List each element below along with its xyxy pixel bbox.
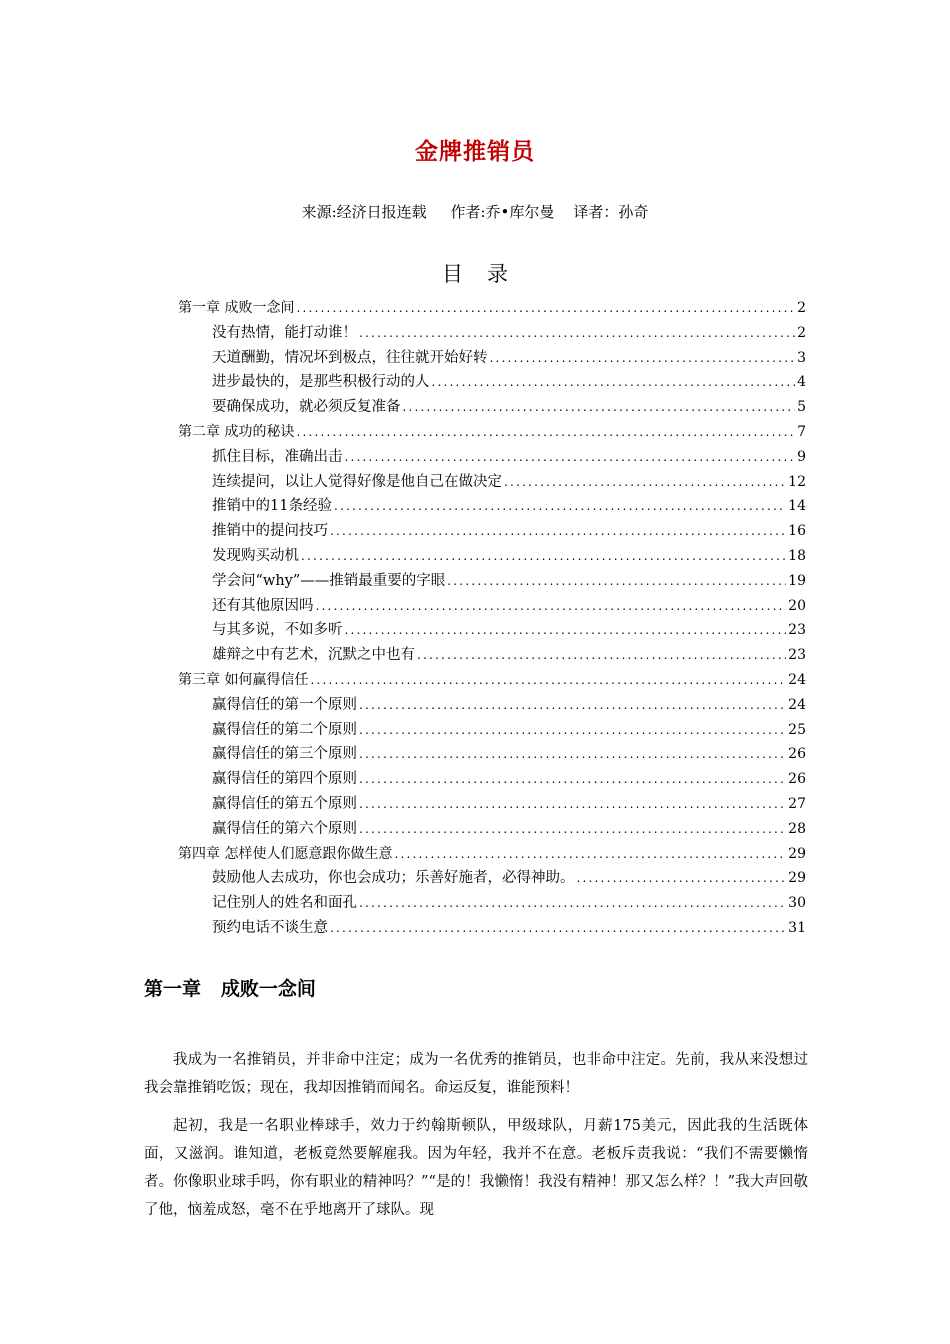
- toc-entry-title: 发现购买动机: [212, 547, 299, 564]
- toc-page-number: 24: [788, 696, 806, 713]
- toc-dot-leader: [577, 866, 787, 891]
- toc-page-number: 9: [797, 448, 806, 465]
- toc-entry-title: 赢得信任的第五个原则: [212, 795, 357, 812]
- toc-page-number: 24: [788, 671, 806, 688]
- toc-dot-leader: [359, 718, 786, 743]
- toc-page-number: 25: [788, 721, 806, 738]
- toc-chapter-entry[interactable]: [178, 296, 806, 321]
- toc-dot-leader: [296, 296, 795, 321]
- toc-section-entry[interactable]: [178, 346, 806, 371]
- toc-section-entry[interactable]: [178, 817, 806, 842]
- chapter-heading: 第一章 成败一念间: [144, 978, 316, 1000]
- toc-dot-leader: [345, 445, 796, 470]
- toc-dot-leader: [432, 370, 796, 395]
- toc-dot-leader: [359, 891, 786, 916]
- toc-entry-title: 第一章 成败一念间: [178, 300, 295, 316]
- toc-section-entry[interactable]: [178, 618, 806, 643]
- toc-dot-leader: [359, 792, 786, 817]
- toc-page-number: 31: [788, 919, 806, 936]
- toc-page-number: 23: [788, 647, 806, 664]
- toc-page-number: 29: [788, 870, 806, 887]
- toc-page-number: 23: [788, 622, 806, 639]
- toc-entry-title: 抓住目标，准确出击: [212, 448, 343, 465]
- toc-entry-title: 与其多说，不如多听: [212, 622, 343, 639]
- toc-dot-leader: [330, 519, 786, 544]
- toc-entry-title: 进步最快的，是那些积极行动的人: [212, 374, 430, 391]
- toc-dot-leader: [359, 693, 786, 718]
- toc-heading: 目录: [442, 262, 532, 286]
- toc-chapter-entry[interactable]: [178, 842, 806, 867]
- toc-section-entry[interactable]: [178, 370, 806, 395]
- toc-section-entry[interactable]: [178, 519, 806, 544]
- toc-page-number: 28: [788, 820, 806, 837]
- toc-section-entry[interactable]: [178, 494, 806, 519]
- toc-page-number: 12: [788, 473, 806, 490]
- toc-dot-leader: [394, 842, 786, 867]
- toc-entry-title: 赢得信任的第一个原则: [212, 696, 357, 713]
- table-of-contents: [178, 296, 806, 941]
- toc-dot-leader: [417, 643, 786, 668]
- body-paragraph: 我成为一名推销员，并非命中注定；成为一名优秀的推销员，也非命中注定。先前，我从来没想过我会靠推销吃饭；现在，我却因推销而闻名。命运反复，谁能预料！: [144, 1052, 808, 1096]
- toc-page-number: 26: [788, 771, 806, 788]
- toc-dot-leader: [301, 544, 786, 569]
- toc-page-number: 27: [788, 795, 806, 812]
- byline: 来源:经济日报连载 作者:乔•库尔曼 译者：孙奇: [301, 203, 649, 221]
- toc-page-number: 20: [788, 597, 806, 614]
- toc-entry-title: 第二章 成功的秘诀: [178, 423, 295, 440]
- toc-entry-title: 推销中的提问技巧: [212, 523, 328, 540]
- toc-entry-title: 天道酬勤，情况坏到极点，往往就开始好转: [212, 349, 488, 366]
- toc-dot-leader: [296, 420, 795, 445]
- toc-section-entry[interactable]: [178, 742, 806, 767]
- toc-section-entry[interactable]: [178, 866, 806, 891]
- toc-entry-title: 第三章 如何赢得信任: [178, 671, 309, 688]
- toc-section-entry[interactable]: [178, 891, 806, 916]
- toc-dot-leader: [504, 470, 786, 495]
- toc-entry-title: 学会问“why”——推销最重要的字眼: [212, 572, 446, 589]
- toc-entry-title: 预约电话不谈生意: [212, 919, 328, 936]
- toc-section-entry[interactable]: [178, 544, 806, 569]
- toc-entry-title: 鼓励他人去成功，你也会成功；乐善好施者，必得神助。: [212, 870, 575, 887]
- toc-entry-title: 推销中的11条经验: [212, 498, 332, 515]
- body-paragraph: 起初，我是一名职业棒球手，效力于约翰斯顿队，甲级球队，月薪175美元，因此我的生活既体面，又滋润。谁知道，老板竟然要解雇我。因为年轻，我并不在意。老板斥责我说：“我们不需要懒惰者。你像职业球手吗，你有职业的精神吗？”“是的！我懒惰！我没有精神！那又怎么样？！”我大声回敬了他，恼羞成怒，毫不在乎地离开了球队。现: [144, 1118, 808, 1218]
- toc-page-number: 29: [788, 845, 806, 862]
- toc-section-entry[interactable]: [178, 643, 806, 668]
- toc-page-number: 2: [797, 300, 806, 316]
- toc-entry-title: 赢得信任的第四个原则: [212, 771, 357, 788]
- toc-entry-title: 赢得信任的第六个原则: [212, 820, 357, 837]
- toc-chapter-entry[interactable]: [178, 668, 806, 693]
- toc-entry-title: 记住别人的姓名和面孔: [212, 895, 357, 912]
- toc-section-entry[interactable]: [178, 594, 806, 619]
- toc-section-entry[interactable]: [178, 767, 806, 792]
- toc-dot-leader: [359, 817, 786, 842]
- toc-dot-leader: [330, 916, 786, 941]
- toc-page-number: 26: [788, 746, 806, 763]
- toc-section-entry[interactable]: [178, 395, 806, 420]
- toc-page-number: 4: [797, 374, 806, 391]
- toc-entry-title: 没有热情，能打动谁！: [212, 324, 357, 341]
- toc-entry-title: 赢得信任的第三个原则: [212, 746, 357, 763]
- toc-section-entry[interactable]: [178, 321, 806, 346]
- toc-page-number: 2: [797, 324, 806, 341]
- toc-section-entry[interactable]: [178, 718, 806, 743]
- document-title: 金牌推销员: [415, 139, 535, 165]
- toc-dot-leader: [334, 494, 786, 519]
- toc-entry-title: 赢得信任的第二个原则: [212, 721, 357, 738]
- toc-entry-title: 还有其他原因吗: [212, 597, 314, 614]
- toc-dot-leader: [359, 767, 786, 792]
- toc-chapter-entry[interactable]: [178, 420, 806, 445]
- toc-page-number: 16: [788, 523, 806, 540]
- toc-dot-leader: [359, 742, 786, 767]
- toc-section-entry[interactable]: [178, 445, 806, 470]
- toc-page-number: 3: [797, 349, 806, 366]
- toc-page-number: 14: [788, 498, 806, 515]
- toc-dot-leader: [447, 569, 786, 594]
- toc-section-entry[interactable]: [178, 470, 806, 495]
- toc-section-entry[interactable]: [178, 916, 806, 941]
- toc-dot-leader: [490, 346, 796, 371]
- toc-dot-leader: [345, 618, 787, 643]
- toc-page-number: 7: [797, 423, 806, 440]
- toc-entry-title: 连续提问，以让人觉得好像是他自己在做决定: [212, 473, 502, 490]
- toc-dot-leader: [403, 395, 796, 420]
- toc-section-entry[interactable]: [178, 792, 806, 817]
- toc-page-number: 18: [788, 547, 806, 564]
- toc-page-number: 19: [788, 572, 806, 589]
- toc-entry-title: 要确保成功，就必须反复准备: [212, 399, 401, 416]
- toc-dot-leader: [316, 594, 787, 619]
- toc-section-entry[interactable]: [178, 569, 806, 594]
- toc-section-entry[interactable]: [178, 693, 806, 718]
- toc-page-number: 30: [788, 895, 806, 912]
- toc-entry-title: 雄辩之中有艺术，沉默之中也有: [212, 647, 415, 664]
- toc-dot-leader: [310, 668, 786, 693]
- toc-dot-leader: [359, 321, 795, 346]
- body-text: [144, 1046, 808, 1234]
- toc-entry-title: 第四章 怎样使人们愿意跟你做生意: [178, 845, 393, 862]
- toc-page-number: 5: [797, 399, 806, 416]
